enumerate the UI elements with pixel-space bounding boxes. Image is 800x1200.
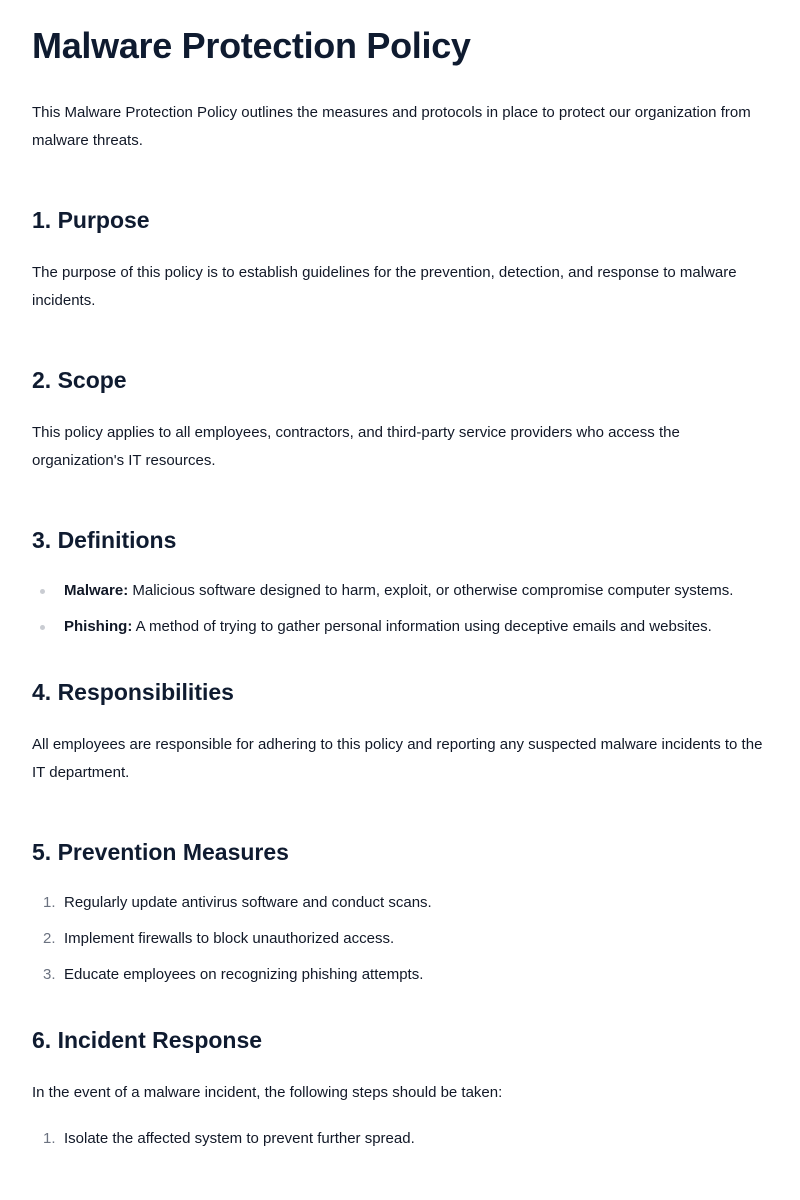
section-heading: 6. Incident Response [32,1027,263,1053]
prevention-list [32,891,768,987]
list-item [32,1127,768,1151]
definition-term: Malware: [64,582,129,599]
page-title: Malware Protection Policy [32,25,471,66]
section-heading: 2. Scope [32,367,127,393]
list-item [32,927,768,951]
list-number: 1. [43,894,56,911]
bullet-icon [40,625,45,630]
intro-paragraph: This Malware Protection Policy outlines the measures and protocols in place to protect our organization from malware threats. [32,104,751,149]
list-number: 2. [43,930,56,947]
section-heading: 1. Purpose [32,207,150,233]
list-item [32,963,768,987]
section-scope [32,365,768,475]
section-paragraph: All employees are responsible for adhering to this policy and reporting any suspected malware incidents to the IT department. [32,736,763,781]
section-definitions [32,525,768,639]
list-item [32,579,768,603]
section-purpose [32,205,768,315]
section-paragraph: In the event of a malware incident, the following steps should be taken: [32,1084,503,1101]
incident-steps-list [32,1127,768,1151]
section-heading: 4. Responsibilities [32,679,234,705]
section-heading: 5. Prevention Measures [32,839,289,865]
definition-term: Phishing: [64,618,133,635]
section-paragraph: The purpose of this policy is to establish guidelines for the prevention, detection, and response to malware incidents. [32,264,737,309]
list-item [32,891,768,915]
list-item-text: Implement firewalls to block unauthorized access. [64,930,395,947]
list-number: 3. [43,966,56,983]
definitions-list [32,579,768,639]
section-responsibilities [32,677,768,787]
section-heading: 3. Definitions [32,527,177,553]
section-prevention [32,837,768,987]
list-item [32,615,768,639]
bullet-icon [40,589,45,594]
section-incident-response [32,1025,768,1151]
definition-text: A method of trying to gather personal information using deceptive emails and websites. [132,618,712,635]
list-number: 1. [43,1130,56,1147]
list-item-text: Regularly update antivirus software and conduct scans. [64,894,432,911]
definition-text: Malicious software designed to harm, exploit, or otherwise compromise computer systems. [128,582,734,599]
list-item-text: Isolate the affected system to prevent further spread. [64,1130,415,1147]
section-paragraph: This policy applies to all employees, contractors, and third-party service providers who access the organization's IT resources. [32,424,680,469]
list-item-text: Educate employees on recognizing phishing attempts. [64,966,424,983]
